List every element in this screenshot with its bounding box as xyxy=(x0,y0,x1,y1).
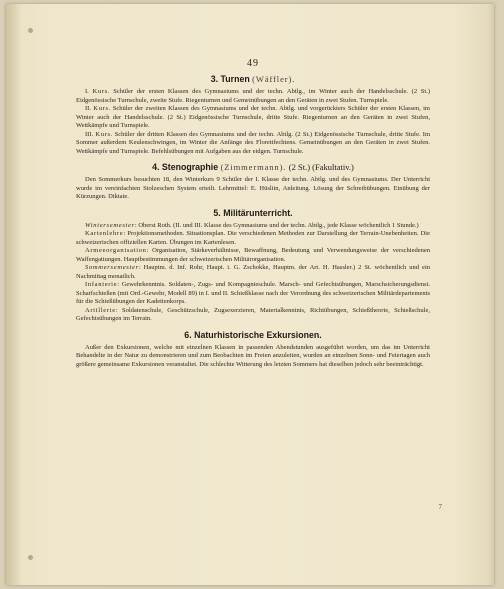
heading-number: 4. xyxy=(152,162,160,172)
text-run: . Schüler der ersten Klassen des Gymnasiums und der techn. Abtlg., im Winter auch der Handelsschule. (2 St.) Eidgenössische Turnschule, zweite Stufe. Riegenturnen und Gemeinübungen an den Geräten in zwei Stufen. Turnspiele. xyxy=(76,88,430,104)
text-run: Artillerie xyxy=(85,306,116,314)
text-run: III. xyxy=(85,130,96,138)
paragraph xyxy=(76,247,430,264)
page-binding-shadow xyxy=(6,4,22,585)
text-run: II. xyxy=(85,105,94,112)
text-run: : Gewehrkenntnis. Soldaten-, Zugs- und Kompagnieschule. Marsch- und Gefechtsübungen, Marschsicherungsdienst. Scharfschießen (mit Ord.-Gewehr, Modell 89) in I. und II. Schießklasse nach der Verordnung des schweizerischen Militärdepartements für die Schießübungen der Kadettenkorps. xyxy=(76,281,430,305)
text-run: I. xyxy=(85,88,93,95)
text-run: Infanterie xyxy=(85,281,118,288)
heading-number: 5. xyxy=(213,207,221,218)
text-run: Armeeorganisation xyxy=(85,247,147,254)
text-run: : Organisation, Stärkeverhältnisse, Bewaffnung, Bedeutung und Verwendungsweise der verschiedenen Waffengattungen. Hauptbestimmungen der schweizerischen Militärorganisation. xyxy=(76,247,430,263)
text-run: : Hauptm. d. Inf. Rohr, Haupt. i. G. Zschokke, Hauptm. der Art. H. Hassler.) 2 St. wöchentlich und ein Nachmittag monatlich. xyxy=(76,264,430,280)
page-content xyxy=(76,58,430,375)
paragraph xyxy=(76,230,430,247)
sections-container xyxy=(76,74,430,369)
text-run: Wintersemester xyxy=(85,221,135,229)
heading-note: (2 St.) (Fakultativ.) xyxy=(288,162,354,172)
text-run: Außer den Exkursionen, welche mit einzelnen Klassen in passenden Abendstunden ausgeführt worden, um das im Unterricht Behandelte in der Natur zu demonstrieren und zum Beobachten im Freien anzuleiten, wurden an einzelnen Sonn- und Feiertagen auch größere gemeinsame Exkursionen veranstaltet. Die schlechte Witterung des letzten Sommers hat dieselben jedoch sehr beeinträchtigt. xyxy=(76,343,430,368)
paragraph xyxy=(76,105,430,131)
text-run: : Soldatenschule, Geschützschule, Zugsexerzieren, Materialkenntnis, Richtübungen, Schießtheorie, Schießschule, Gefechtsübungen im Terrain. xyxy=(76,306,430,322)
punch-hole xyxy=(28,28,33,33)
heading-number: 3. xyxy=(210,74,219,84)
text-run: Den Sommerkurs besuchten 18, den Winterkurs 9 Schüler der I. Klasse der techn. Abtlg. und des Gymnasiums. Der Unterricht wurde im vereinfachten Stolzeschen System erteilt. Lehrmittel: E. Hüsliin, Anleitung. Lösung der Schreibübungen. Einübung der Kürzungen. Diktate. xyxy=(76,176,430,200)
page-edge xyxy=(488,4,494,585)
section xyxy=(76,74,430,156)
heading-title: Turnen xyxy=(220,74,250,84)
heading-number: 6. xyxy=(184,329,192,340)
section-heading xyxy=(76,208,430,218)
section-heading xyxy=(76,74,430,84)
paragraph xyxy=(76,281,430,307)
paragraph xyxy=(76,88,430,105)
heading-teacher: (Wäffler). xyxy=(252,74,296,84)
text-run: Kurs xyxy=(95,130,111,138)
text-run: : Projektionsmethoden. Situationsplan. Die verschiedenen Methoden zur Darstellung der Terrain-Unebenheiten. Die schweizerischen offiziellen Karten. Übungen im Kartenlesen. xyxy=(76,230,430,246)
text-run: : Oberst Roth. (II. und III. Klasse des Gymnasiums und der techn. Abtlg., jede Klasse wöchentlich 1 Stunde.) xyxy=(134,221,419,229)
heading-teacher: (Zimmermann). xyxy=(220,162,287,172)
heading-title: Militärunterricht. xyxy=(223,207,293,218)
text-run: Kurs xyxy=(93,105,109,112)
page-number: 49 xyxy=(247,58,259,69)
text-run: Kurs xyxy=(92,88,108,95)
paragraph xyxy=(76,176,430,202)
paragraph xyxy=(76,344,430,370)
paragraph xyxy=(76,222,430,231)
section xyxy=(76,330,430,370)
punch-hole xyxy=(28,555,33,560)
paragraph xyxy=(76,131,430,157)
text-run: Sommersemester xyxy=(85,264,139,271)
text-run: . Schüler der zweiten Klassen des Gymnasiums und der techn. Abtlg. und vorgerückters Schüler der ersten Klassen, im Winter auch der Handelsschule. (2 St.) Eidgenössische Turnschule, dritte Stufe. Riegenturnen an den Geräten in zwei Stufen, Wettkämpfe und Turnspiele. xyxy=(76,105,430,129)
paragraph xyxy=(76,264,430,281)
paragraph xyxy=(76,307,430,324)
section xyxy=(76,208,430,324)
text-run: . Schüler der dritten Klassen des Gymnasiums und der techn. Abtlg. (2 St.) Eidgenössische Turnschule, dritte Stufe. Im Sommer außerdem Keulenschwingen, im Winter die Anfänge des Florettfechtens. Gemeinübungen an den Geräten in zwei Stufen. Wettkämpfe und Turnspiele. Befehlsübungen mit Aufgaben aus der eidgen. Turnschule. xyxy=(76,130,431,155)
heading-title: Stenographie xyxy=(161,162,219,172)
section-heading xyxy=(76,162,430,172)
corner-mark: 7 xyxy=(438,503,442,511)
section-heading xyxy=(76,330,430,340)
heading-title: Naturhistorische Exkursionen. xyxy=(194,329,322,340)
text-run: Kartenlehre xyxy=(85,230,124,237)
section xyxy=(76,162,430,202)
